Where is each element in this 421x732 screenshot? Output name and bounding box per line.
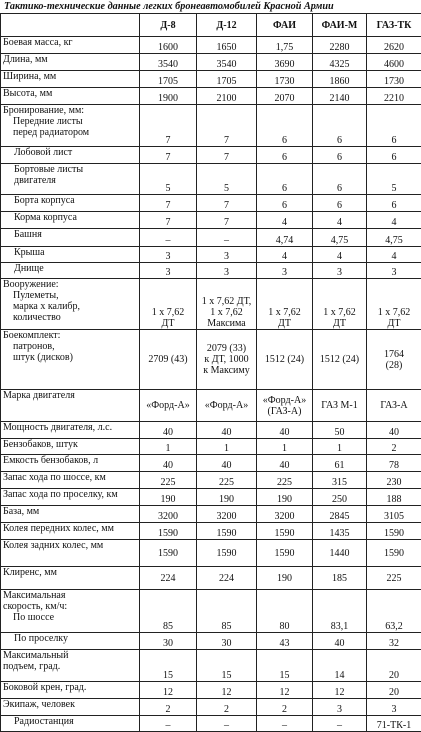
- table-row: [1, 147, 421, 164]
- table-cell: 1730: [257, 71, 313, 88]
- column-header: Д-8: [140, 14, 197, 37]
- table-cell: 1 х 7,62 ДТ, 1 х 7,62 Максима: [197, 279, 257, 330]
- table-cell: 1705: [140, 71, 197, 88]
- table-cell: 12: [197, 682, 257, 699]
- column-header: [1, 14, 140, 37]
- row-label: Боекомплект: патронов, штук (дисков): [1, 330, 140, 390]
- table-row: [1, 37, 421, 54]
- table-cell: 2: [367, 439, 421, 455]
- table-cell: 1 х 7,62 ДТ: [313, 279, 367, 330]
- table-row: [1, 263, 421, 279]
- table-cell: 190: [140, 489, 197, 506]
- table-cell: 3200: [197, 506, 257, 523]
- table-cell: 6: [313, 147, 367, 164]
- table-row: [1, 523, 421, 540]
- table-cell: 3: [140, 263, 197, 279]
- column-header: ФАИ-М: [313, 14, 367, 37]
- table-cell: 1435: [313, 523, 367, 540]
- row-label: Мощность двигателя, л.с.: [1, 422, 140, 439]
- table-cell: 190: [197, 489, 257, 506]
- table-row: [1, 88, 421, 105]
- table-row: [1, 650, 421, 682]
- table-cell: 3200: [257, 506, 313, 523]
- row-label: Башня: [1, 229, 140, 247]
- table-cell: 40: [197, 455, 257, 472]
- table-cell: 12: [257, 682, 313, 699]
- table-cell: 1590: [367, 523, 421, 540]
- table-cell: 1: [257, 439, 313, 455]
- table-cell: 4,74: [257, 229, 313, 247]
- table-cell: 20: [367, 650, 421, 682]
- table-cell: 1: [140, 439, 197, 455]
- table-cell: 1590: [140, 523, 197, 540]
- table-row: [1, 195, 421, 212]
- row-label: Крыша: [1, 247, 140, 263]
- table-cell: 2100: [197, 88, 257, 105]
- row-label: Клиренс, мм: [1, 567, 140, 590]
- table-cell: 3540: [197, 54, 257, 71]
- table-cell: –: [313, 716, 367, 732]
- table-row: [1, 633, 421, 650]
- table-cell: 315: [313, 472, 367, 489]
- table-cell: 3: [313, 263, 367, 279]
- table-cell: 1 х 7,62 ДТ: [257, 279, 313, 330]
- table-row: [1, 71, 421, 88]
- table-row: [1, 567, 421, 590]
- table-cell: 40: [313, 633, 367, 650]
- row-label: Колея передних колес, мм: [1, 523, 140, 540]
- row-label: Корма корпуса: [1, 212, 140, 229]
- table-cell: 3690: [257, 54, 313, 71]
- table-row: [1, 590, 421, 633]
- table-cell: 4: [367, 247, 421, 263]
- table-cell: 14: [313, 650, 367, 682]
- table-cell: 7: [140, 195, 197, 212]
- table-cell: 1590: [257, 540, 313, 567]
- row-label: Бронирование, мм: Передние листы перед радиатором: [1, 105, 140, 147]
- table-cell: 6: [367, 105, 421, 147]
- table-cell: 2709 (43): [140, 330, 197, 390]
- table-row: [1, 164, 421, 195]
- row-label: Вооружение: Пулеметы, марка х калибр, количество: [1, 279, 140, 330]
- table-cell: 1 х 7,62 ДТ: [367, 279, 421, 330]
- table-cell: 3: [367, 263, 421, 279]
- table-cell: 6: [257, 164, 313, 195]
- table-cell: 225: [367, 567, 421, 590]
- table-cell: 40: [140, 455, 197, 472]
- table-cell: 6: [313, 195, 367, 212]
- row-label: Боковой крен, град.: [1, 682, 140, 699]
- table-cell: 4325: [313, 54, 367, 71]
- table-cell: 4: [313, 212, 367, 229]
- row-label: Колея задних колес, мм: [1, 540, 140, 567]
- column-header: ГАЗ-ТК: [367, 14, 421, 37]
- table-cell: 7: [197, 147, 257, 164]
- table-cell: 4,75: [313, 229, 367, 247]
- table-cell: 1600: [140, 37, 197, 54]
- column-header: Д-12: [197, 14, 257, 37]
- table-cell: 6: [313, 105, 367, 147]
- table-cell: 2: [140, 699, 197, 716]
- table-cell: 3540: [140, 54, 197, 71]
- table-row: [1, 455, 421, 472]
- table-cell: 6: [367, 147, 421, 164]
- table-cell: 1590: [140, 540, 197, 567]
- table-cell: «Форд-А»: [140, 390, 197, 422]
- table-row: [1, 390, 421, 422]
- table-cell: 3: [257, 263, 313, 279]
- table-cell: 4: [313, 247, 367, 263]
- table-cell: 6: [313, 164, 367, 195]
- table-row: [1, 439, 421, 455]
- row-label: Марка двигателя: [1, 390, 140, 422]
- row-label: Экипаж, человек: [1, 699, 140, 716]
- table-row: [1, 247, 421, 263]
- table-cell: 250: [313, 489, 367, 506]
- table-cell: –: [257, 716, 313, 732]
- row-label: Запас хода по шоссе, км: [1, 472, 140, 489]
- table-cell: 225: [197, 472, 257, 489]
- table-cell: 61: [313, 455, 367, 472]
- table-cell: «Форд-А» (ГАЗ-А): [257, 390, 313, 422]
- row-label: Ширина, мм: [1, 71, 140, 88]
- table-cell: 2079 (33) к ДТ, 1000 к Максиму: [197, 330, 257, 390]
- table-cell: 1440: [313, 540, 367, 567]
- table-row: [1, 699, 421, 716]
- table-cell: 1 х 7,62 ДТ: [140, 279, 197, 330]
- table-row: [1, 54, 421, 71]
- row-label: Лобовой лист: [1, 147, 140, 164]
- table-cell: 1764 (28): [367, 330, 421, 390]
- table-cell: 7: [140, 105, 197, 147]
- table-cell: 4600: [367, 54, 421, 71]
- table-cell: 6: [257, 105, 313, 147]
- table-cell: 2: [197, 699, 257, 716]
- table-cell: 2210: [367, 88, 421, 105]
- table-row: [1, 506, 421, 523]
- table-cell: 1590: [197, 523, 257, 540]
- table-cell: 3200: [140, 506, 197, 523]
- table-cell: 85: [197, 590, 257, 633]
- table-row: [1, 682, 421, 699]
- row-label: По проселку: [1, 633, 140, 650]
- table-cell: ГАЗ-А: [367, 390, 421, 422]
- header-row: [1, 14, 421, 37]
- table-cell: 190: [257, 489, 313, 506]
- table-row: [1, 105, 421, 147]
- table-cell: 4: [367, 212, 421, 229]
- table-cell: 12: [313, 682, 367, 699]
- row-label: База, мм: [1, 506, 140, 523]
- table-cell: 224: [140, 567, 197, 590]
- table-cell: –: [140, 716, 197, 732]
- row-label: Радиостанция: [1, 716, 140, 732]
- table-cell: 4,75: [367, 229, 421, 247]
- table-cell: 6: [257, 195, 313, 212]
- table-cell: 40: [197, 422, 257, 439]
- column-header: ФАИ: [257, 14, 313, 37]
- table-cell: 7: [197, 195, 257, 212]
- table-cell: 3: [140, 247, 197, 263]
- row-label: Емкость бензобаков, л: [1, 455, 140, 472]
- table-cell: 5: [197, 164, 257, 195]
- table-cell: 1705: [197, 71, 257, 88]
- table-cell: 40: [257, 422, 313, 439]
- table-cell: 188: [367, 489, 421, 506]
- table-row: [1, 716, 421, 732]
- table-cell: 83,1: [313, 590, 367, 633]
- row-label: Максимальная скорость, км/ч: По шоссе: [1, 590, 140, 633]
- row-label: Длина, мм: [1, 54, 140, 71]
- table-cell: –: [197, 716, 257, 732]
- row-label: Максимальный подъем, град.: [1, 650, 140, 682]
- table-cell: –: [140, 229, 197, 247]
- table-cell: 1590: [257, 523, 313, 540]
- table-cell: 30: [197, 633, 257, 650]
- table-cell: 1900: [140, 88, 197, 105]
- row-label: Высота, мм: [1, 88, 140, 105]
- table-row: [1, 489, 421, 506]
- table-row: [1, 472, 421, 489]
- row-label: Бензобаков, штук: [1, 439, 140, 455]
- table-cell: 40: [367, 422, 421, 439]
- table-cell: 71-ТК-1: [367, 716, 421, 732]
- table-cell: 80: [257, 590, 313, 633]
- table-cell: 1: [313, 439, 367, 455]
- table-cell: 15: [197, 650, 257, 682]
- table-row: [1, 279, 421, 330]
- table-cell: 1730: [367, 71, 421, 88]
- table-cell: «Форд-А»: [197, 390, 257, 422]
- table-cell: 1590: [367, 540, 421, 567]
- table-cell: 1,75: [257, 37, 313, 54]
- table-cell: 1512 (24): [257, 330, 313, 390]
- table-cell: 1: [197, 439, 257, 455]
- table-cell: –: [197, 229, 257, 247]
- table-cell: 6: [367, 195, 421, 212]
- table-cell: 1650: [197, 37, 257, 54]
- table-cell: 40: [140, 422, 197, 439]
- row-label: Запас хода по проселку, км: [1, 489, 140, 506]
- table-cell: 7: [140, 147, 197, 164]
- table-cell: 15: [257, 650, 313, 682]
- table-cell: 230: [367, 472, 421, 489]
- table-cell: 43: [257, 633, 313, 650]
- table-cell: 2280: [313, 37, 367, 54]
- table-cell: 20: [367, 682, 421, 699]
- table-cell: 7: [197, 105, 257, 147]
- table-cell: 1512 (24): [313, 330, 367, 390]
- row-label: Днище: [1, 263, 140, 279]
- table-cell: 3: [197, 263, 257, 279]
- table-title: Тактико-технические данные легких бронеавтомобилей Красной Армии: [4, 0, 334, 13]
- table-cell: 15: [140, 650, 197, 682]
- table-cell: 78: [367, 455, 421, 472]
- table-cell: 12: [140, 682, 197, 699]
- table-cell: 6: [257, 147, 313, 164]
- table-cell: 50: [313, 422, 367, 439]
- row-label: Борта корпуса: [1, 195, 140, 212]
- table-row: [1, 330, 421, 390]
- table-cell: 2070: [257, 88, 313, 105]
- table-row: [1, 422, 421, 439]
- table-cell: 3: [313, 699, 367, 716]
- table-cell: 2140: [313, 88, 367, 105]
- table-cell: 225: [140, 472, 197, 489]
- table-cell: 5: [367, 164, 421, 195]
- table-cell: 1590: [197, 540, 257, 567]
- table-cell: 5: [140, 164, 197, 195]
- table-cell: 4: [257, 247, 313, 263]
- table-cell: 7: [140, 212, 197, 229]
- table-cell: 3: [197, 247, 257, 263]
- table-cell: 190: [257, 567, 313, 590]
- table-cell: 1860: [313, 71, 367, 88]
- row-label: Боевая масса, кг: [1, 37, 140, 54]
- specs-table: [0, 13, 421, 732]
- table-cell: 40: [257, 455, 313, 472]
- table-cell: 63,2: [367, 590, 421, 633]
- table-cell: 224: [197, 567, 257, 590]
- table-cell: 225: [257, 472, 313, 489]
- table-cell: 3: [367, 699, 421, 716]
- table-cell: 4: [257, 212, 313, 229]
- table-cell: 85: [140, 590, 197, 633]
- table-cell: ГАЗ М-1: [313, 390, 367, 422]
- table-cell: 7: [197, 212, 257, 229]
- table-row: [1, 229, 421, 247]
- table-cell: 2845: [313, 506, 367, 523]
- table-cell: 30: [140, 633, 197, 650]
- table-row: [1, 212, 421, 229]
- table-cell: 3105: [367, 506, 421, 523]
- table-cell: 2: [257, 699, 313, 716]
- table-cell: 185: [313, 567, 367, 590]
- table-cell: 32: [367, 633, 421, 650]
- row-label: Бортовые листы двигателя: [1, 164, 140, 195]
- table-cell: 2620: [367, 37, 421, 54]
- table-row: [1, 540, 421, 567]
